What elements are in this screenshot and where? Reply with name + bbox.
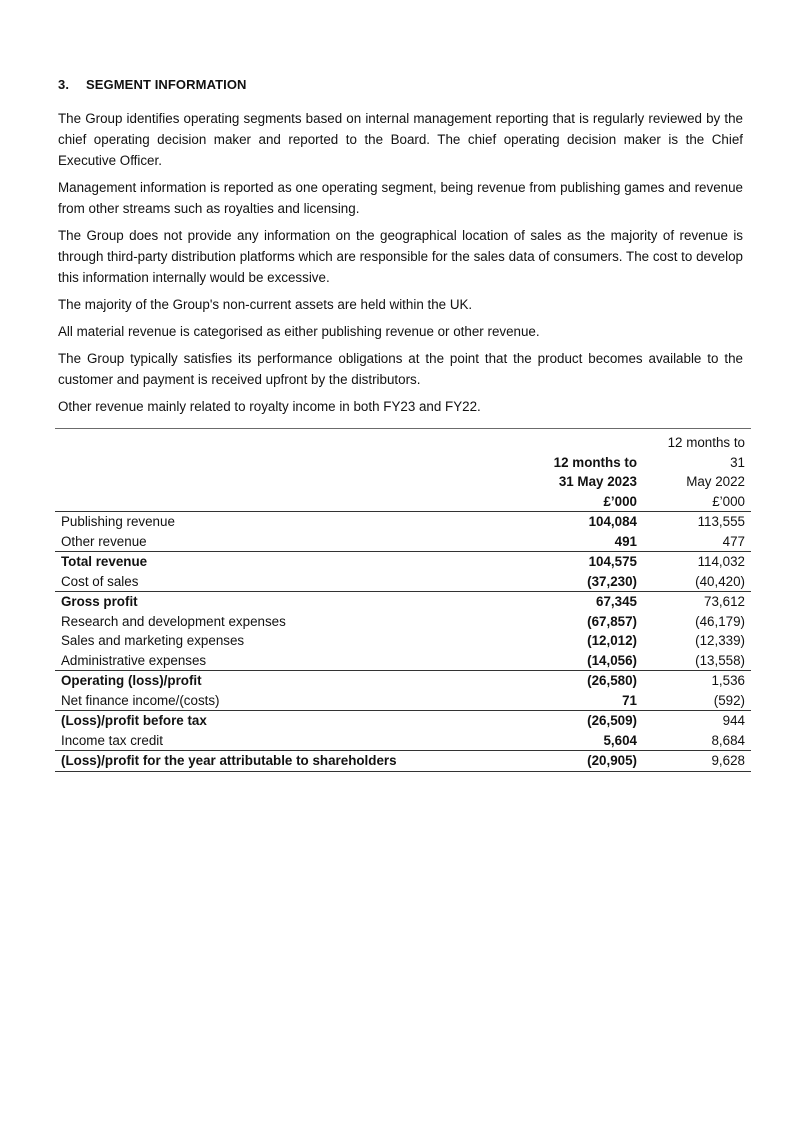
table-row-operating-profit	[55, 671, 751, 691]
row-prior-value: (46,179)	[695, 613, 745, 629]
paragraph-geography: The Group does not provide any information on the geographical location of sales as the majority of revenue is through third-party distribution platforms which are responsible for the sales data of consumers. The cost to develop this information internally would be excessive.	[58, 228, 743, 285]
row-label: Research and development expenses	[61, 613, 286, 629]
table-row	[55, 612, 751, 632]
row-prior-value: 114,032	[643, 552, 751, 572]
header-current-line2: 31 May 2023	[558, 474, 637, 489]
row-label: (Loss)/profit before tax	[55, 711, 523, 731]
row-prior-value: 477	[722, 533, 745, 549]
row-prior-value: (40,420)	[695, 573, 745, 589]
table-row-profit-for-year	[55, 751, 751, 772]
table-row	[55, 532, 751, 552]
row-prior-value: 113,555	[643, 512, 751, 532]
row-prior-value: 73,612	[643, 592, 751, 612]
row-label: Total revenue	[55, 552, 523, 572]
table-row	[55, 651, 751, 671]
row-current-value: (14,056)	[587, 652, 637, 668]
paragraph-performance-obligations: The Group typically satisfies its performance obligations at the point that the product becomes available to the customer and payment is received upfront by the distributors.	[58, 351, 743, 387]
row-prior-value: 1,536	[643, 671, 751, 691]
table-row-total-revenue	[55, 552, 751, 572]
segment-income-table	[55, 428, 751, 772]
paragraph-one-segment: Management information is reported as one operating segment, being revenue from publishing games and revenue from other streams such as royalties and licensing.	[58, 180, 743, 216]
row-current-value: (26,580)	[523, 671, 643, 691]
row-label: Other revenue	[61, 533, 147, 549]
row-current-value: (20,905)	[523, 751, 643, 772]
row-label: Net finance income/(costs)	[61, 692, 220, 708]
table-row	[55, 691, 751, 711]
section-title: SEGMENT INFORMATION	[86, 77, 247, 92]
header-prior-line2: May 2022	[686, 474, 745, 489]
paragraph-operating-segments: The Group identifies operating segments based on internal management reporting that is regularly reviewed by the chief operating decision maker and reported to the Board. The chief operating decision maker is the Chief Executive Officer.	[58, 111, 743, 168]
paragraph-non-current-assets: The majority of the Group's non-current assets are held within the UK.	[58, 297, 473, 312]
row-current-value: 5,604	[603, 732, 637, 748]
header-prior-year	[643, 429, 751, 512]
row-prior-value: 8,684	[711, 732, 745, 748]
row-prior-value: (12,339)	[695, 633, 745, 648]
section-heading	[58, 77, 247, 92]
row-label: Operating (loss)/profit	[55, 671, 523, 691]
row-current-value: (26,509)	[523, 711, 643, 731]
table-row	[55, 731, 751, 751]
row-label: Gross profit	[55, 592, 523, 612]
row-current-value: 67,345	[523, 592, 643, 612]
header-label-cell	[55, 429, 523, 512]
table-row	[55, 572, 751, 592]
section-number: 3.	[58, 77, 70, 92]
row-current-value: (37,230)	[587, 573, 637, 589]
row-prior-value: (13,558)	[695, 652, 745, 668]
row-label: (Loss)/profit for the year attributable to shareholders	[55, 751, 523, 772]
paragraph-other-revenue: Other revenue mainly related to royalty income in both FY23 and FY22.	[58, 399, 481, 414]
paragraph-revenue-categories: All material revenue is categorised as either publishing revenue or other revenue.	[58, 324, 540, 339]
row-label: Sales and marketing expenses	[61, 633, 245, 648]
row-prior-value: (592)	[713, 692, 745, 708]
row-current-value: (67,857)	[587, 613, 637, 629]
table-row	[55, 631, 751, 651]
row-current-value: 104,084	[523, 512, 643, 532]
row-label: Administrative expenses	[61, 652, 207, 668]
row-label: Income tax credit	[61, 732, 163, 748]
row-prior-value: 9,628	[643, 751, 751, 772]
header-current-unit: £’000	[603, 493, 637, 509]
row-label: Cost of sales	[61, 573, 139, 589]
table-row	[55, 512, 751, 532]
row-current-value: 104,575	[523, 552, 643, 572]
header-prior-unit: £’000	[712, 493, 745, 509]
table-header-row	[55, 429, 751, 512]
body-text	[58, 108, 743, 423]
table-row-gross-profit	[55, 592, 751, 612]
row-label: Publishing revenue	[55, 512, 523, 532]
row-current-value: 491	[614, 533, 637, 549]
table-row-profit-before-tax	[55, 711, 751, 731]
header-current-line1: 12 months to	[553, 454, 637, 470]
header-current-year	[523, 429, 643, 512]
row-current-value: (12,012)	[587, 633, 637, 648]
row-current-value: 71	[622, 692, 637, 708]
header-prior-line1: 12 months to 31	[667, 435, 745, 470]
row-prior-value: 944	[643, 711, 751, 731]
